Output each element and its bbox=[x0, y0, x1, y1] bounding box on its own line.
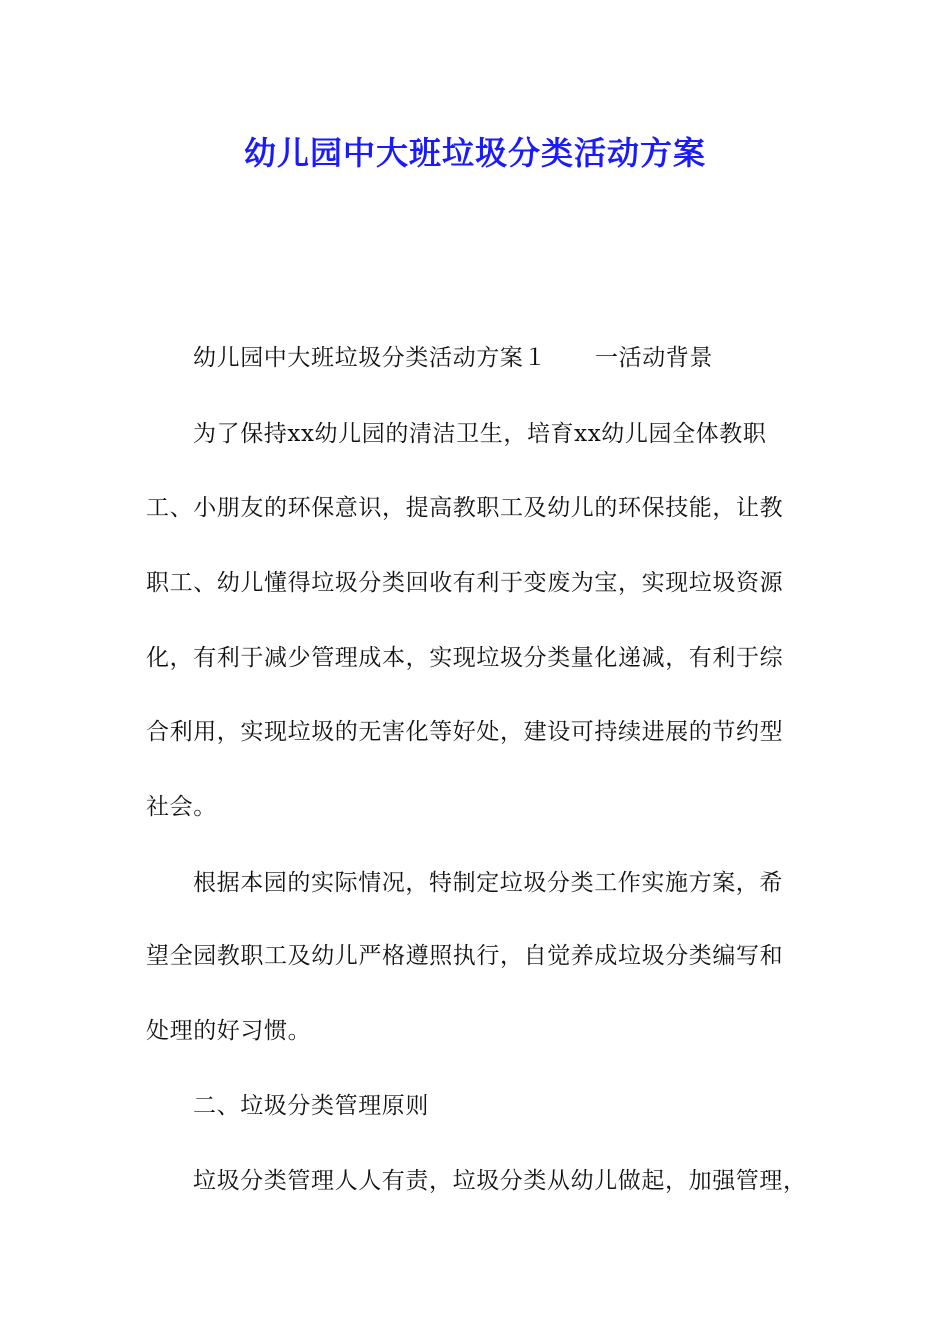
paragraph-line: 职工、幼儿懂得垃圾分类回收有利于变废为宝，实现垃圾资源 bbox=[146, 570, 784, 596]
paragraph-line: 处理的好习惯。 bbox=[146, 1018, 312, 1044]
paragraph-line: 合利用，实现垃圾的无害化等好处，建设可持续进展的节约型 bbox=[146, 719, 784, 745]
plan-heading: 幼儿园中大班垃圾分类活动方案１ bbox=[193, 345, 547, 371]
paragraph-line: 工、小朋友的环保意识，提高教职工及幼儿的环保技能，让教 bbox=[146, 495, 784, 521]
paragraph-line: 社会。 bbox=[146, 794, 217, 820]
paragraph-line: 化，有利于减少管理成本，实现垃圾分类量化递减，有利于综 bbox=[146, 645, 784, 671]
paragraph-line: 望全园教职工及幼儿严格遵照执行，自觉养成垃圾分类编写和 bbox=[146, 943, 784, 969]
paragraph-line: 根据本园的实际情况，特制定垃圾分类工作实施方案，希 bbox=[193, 870, 783, 896]
paragraph-line: 为了保持xx幼儿园的清洁卫生，培育xx幼儿园全体教职 bbox=[193, 421, 767, 447]
paragraph-line: 垃圾分类管理人人有责，垃圾分类从幼儿做起，加强管理， bbox=[193, 1168, 807, 1194]
section2-heading: 二、垃圾分类管理原则 bbox=[193, 1093, 429, 1119]
heading-line bbox=[193, 340, 713, 376]
document-title: 幼儿园中大班垃圾分类活动方案 bbox=[243, 134, 706, 172]
section1-heading: 一活动背景 bbox=[595, 345, 713, 371]
